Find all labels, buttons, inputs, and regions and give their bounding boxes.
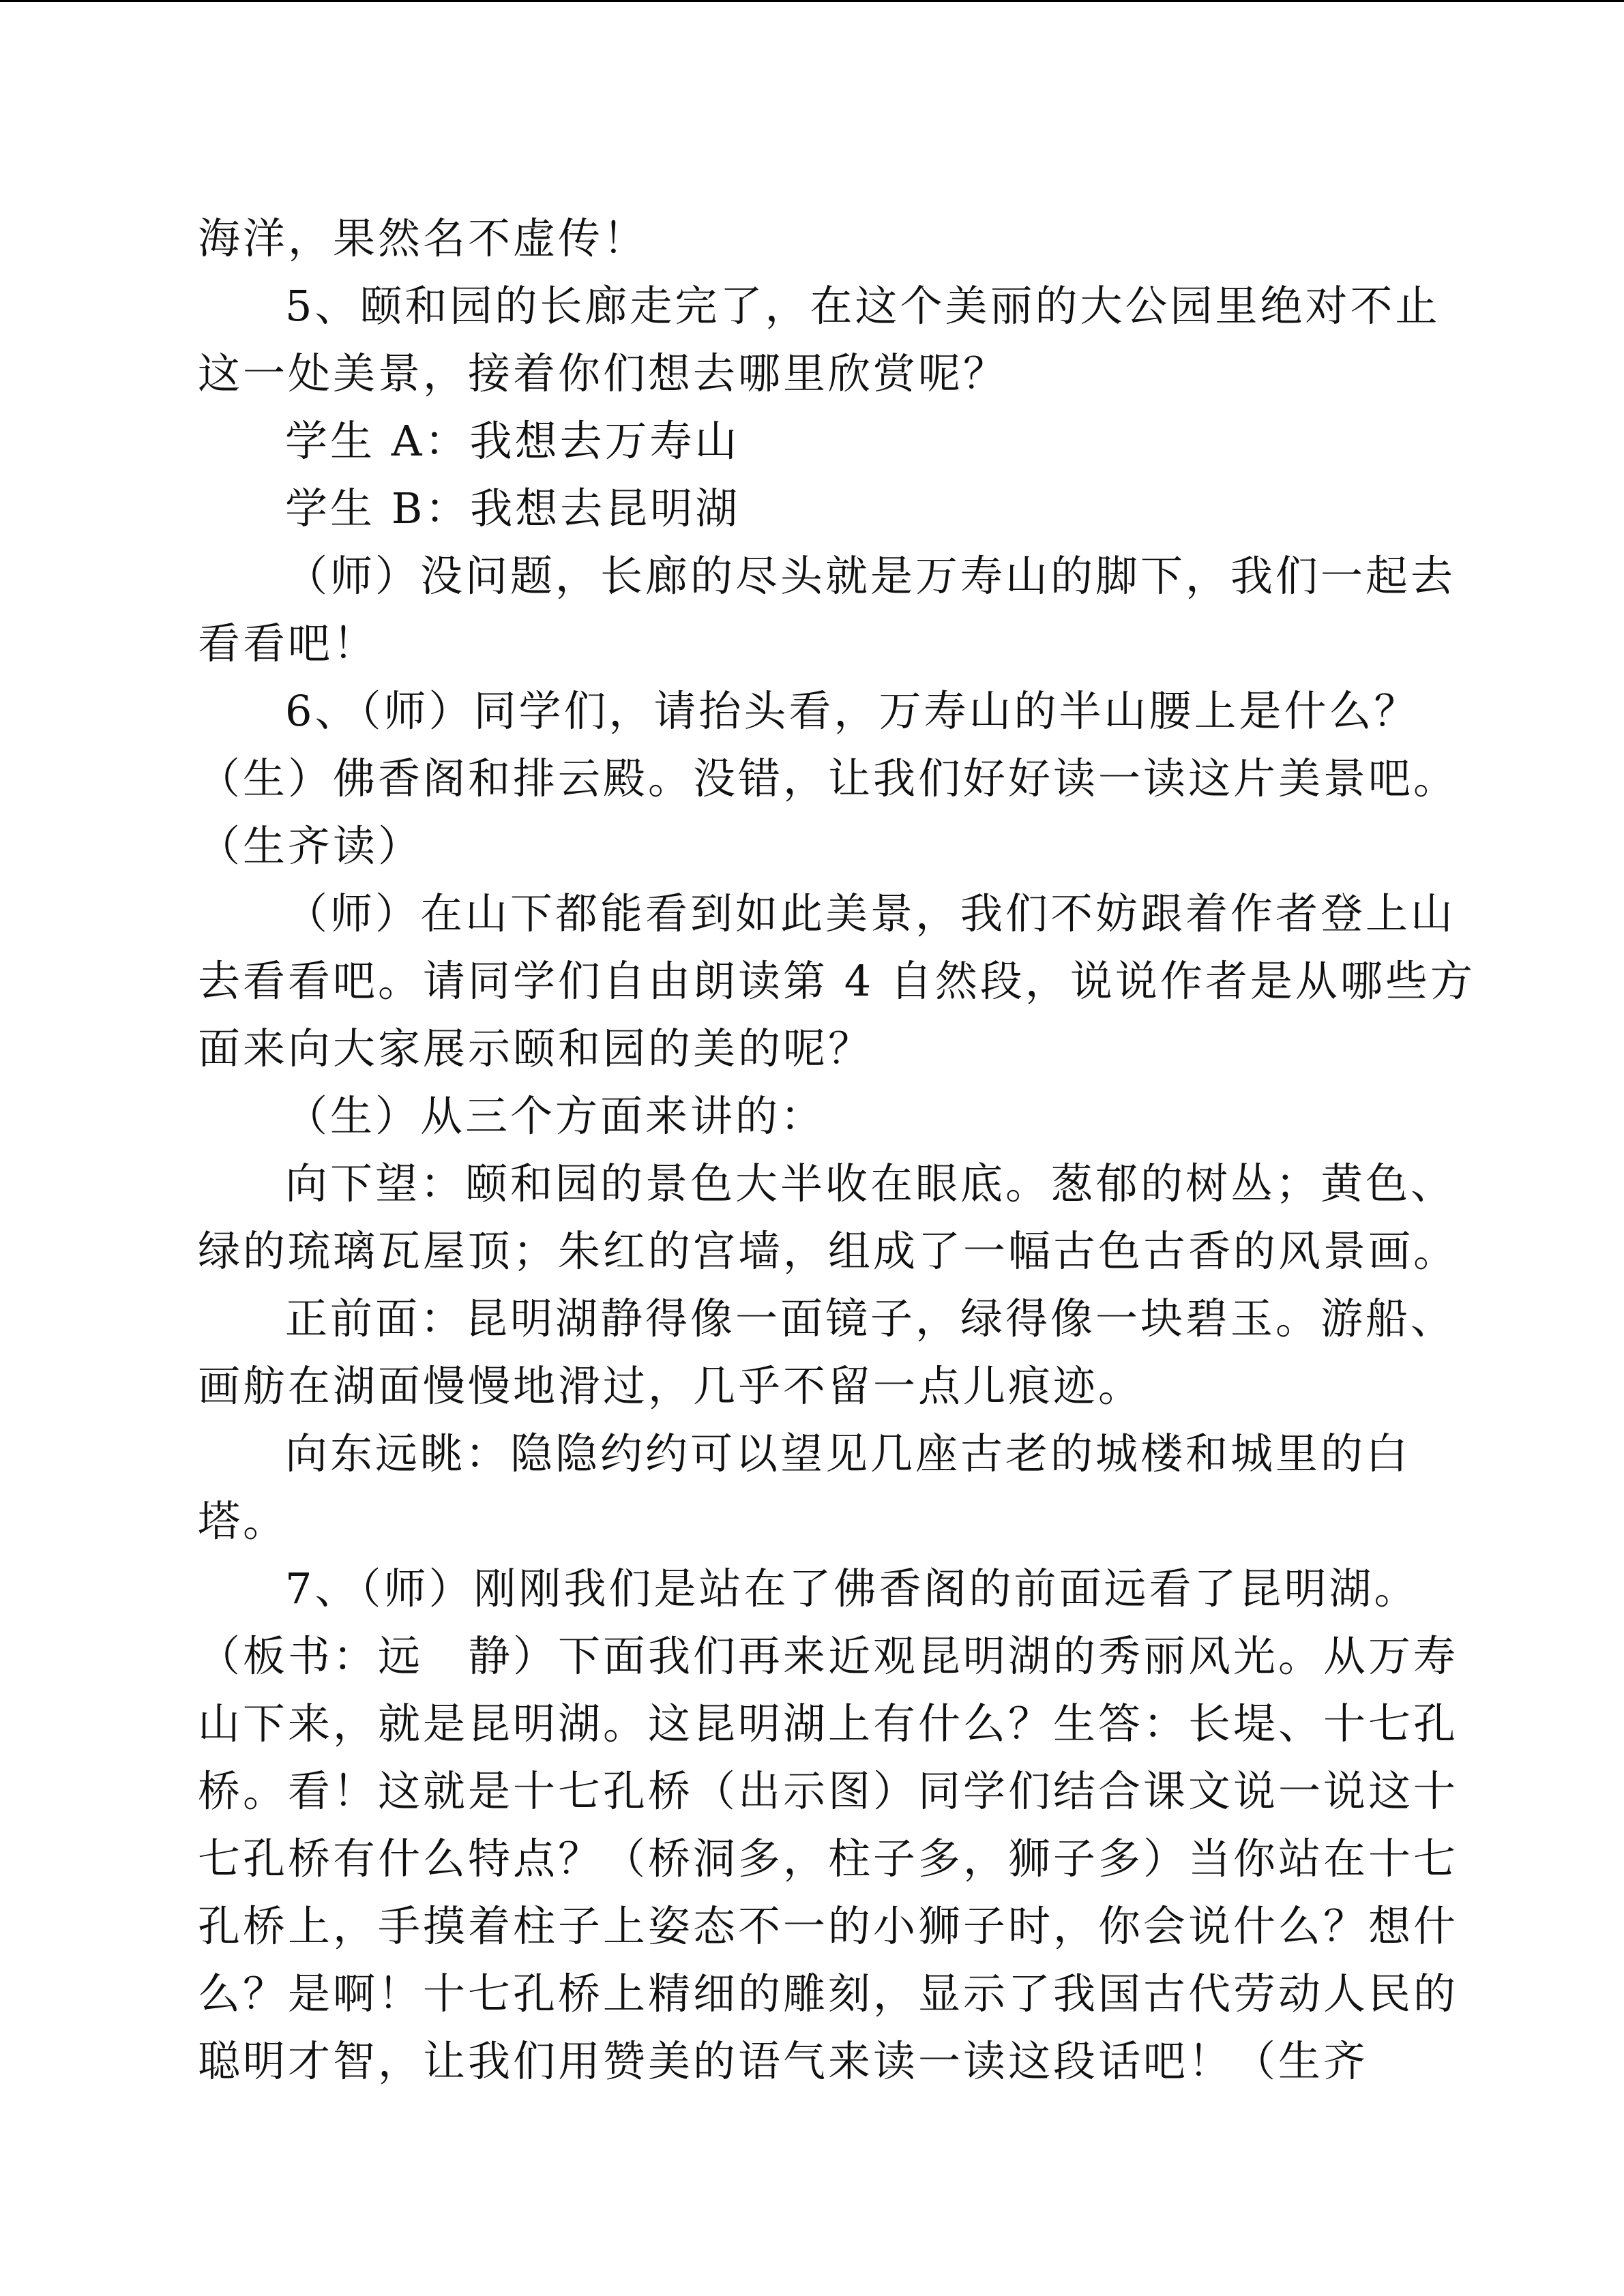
text-line: 正前面：昆明湖静得像一面镜子，绿得像一块碧玉。游船、 bbox=[285, 1294, 1456, 1343]
text-line: 这一处美景，接着你们想去哪里欣赏呢？ bbox=[198, 348, 1009, 398]
text-line: 聪明才智，让我们用赞美的语气来读一读这段话吧！（生齐 bbox=[198, 2036, 1369, 2086]
text-line: 画舫在湖面慢慢地滑过，几乎不留一点儿痕迹。 bbox=[198, 1361, 1144, 1411]
text-line: （师）没问题，长廊的尽头就是万寿山的脚下，我们一起去 bbox=[285, 551, 1456, 601]
text-line: （师）在山下都能看到如此美景，我们不妨跟着作者登上山 bbox=[285, 889, 1456, 938]
text-line: 向东远眺：隐隐约约可以望见几座古老的城楼和城里的白 bbox=[285, 1429, 1411, 1478]
text-line: 向下望：颐和园的景色大半收在眼底。葱郁的树丛；黄色、 bbox=[285, 1159, 1456, 1208]
text-line: 5、颐和园的长廊走完了，在这个美丽的大公园里绝对不止 bbox=[285, 281, 1441, 331]
text-line: （生）从三个方面来讲的： bbox=[285, 1091, 826, 1141]
text-line: 绿的琉璃瓦屋顶；朱红的宫墙，组成了一幅古色古香的风景画。 bbox=[198, 1226, 1459, 1276]
text-line: 学生 A：我想去万寿山 bbox=[285, 416, 740, 466]
text-line: 学生 B：我想去昆明湖 bbox=[285, 483, 741, 533]
text-line: 山下来，就是昆明湖。这昆明湖上有什么？生答：长堤、十七孔 bbox=[198, 1699, 1459, 1748]
text-line: 看看吧！ bbox=[198, 618, 379, 668]
text-line: 6、（师）同学们，请抬头看，万寿山的半山腰上是什么？ bbox=[285, 686, 1419, 736]
text-line: 孔桥上，手摸着柱子上姿态不一的小狮子时，你会说什么？想什 bbox=[198, 1901, 1459, 1951]
text-line: （生）佛香阁和排云殿。没错，让我们好好读一读这片美景吧。 bbox=[198, 754, 1459, 803]
text-line: 七孔桥有什么特点？（桥洞多，柱子多，狮子多）当你站在十七 bbox=[198, 1834, 1459, 1883]
text-line: 海洋，果然名不虚传！ bbox=[198, 213, 649, 263]
text-line: （板书：远 静）下面我们再来近观昆明湖的秀丽风光。从万寿 bbox=[198, 1631, 1459, 1681]
document-body bbox=[198, 205, 1475, 2095]
text-line: （生齐读） bbox=[198, 821, 424, 871]
text-line: 桥。看！这就是十七孔桥（出示图）同学们结合课文说一说这十 bbox=[198, 1766, 1459, 1816]
text-line: 面来向大家展示颐和园的美的呢？ bbox=[198, 1024, 874, 1073]
text-line: 塔。 bbox=[198, 1496, 289, 1546]
page-top-border bbox=[0, 0, 1624, 2]
text-line: 7、（师）刚刚我们是站在了佛香阁的前面远看了昆明湖。 bbox=[285, 1564, 1419, 1613]
text-line: 去看看吧。请同学们自由朗读第 4 自然段，说说作者是从哪些方 bbox=[198, 956, 1475, 1006]
text-line: 么？是啊！十七孔桥上精细的雕刻，显示了我国古代劳动人民的 bbox=[198, 1969, 1459, 2018]
